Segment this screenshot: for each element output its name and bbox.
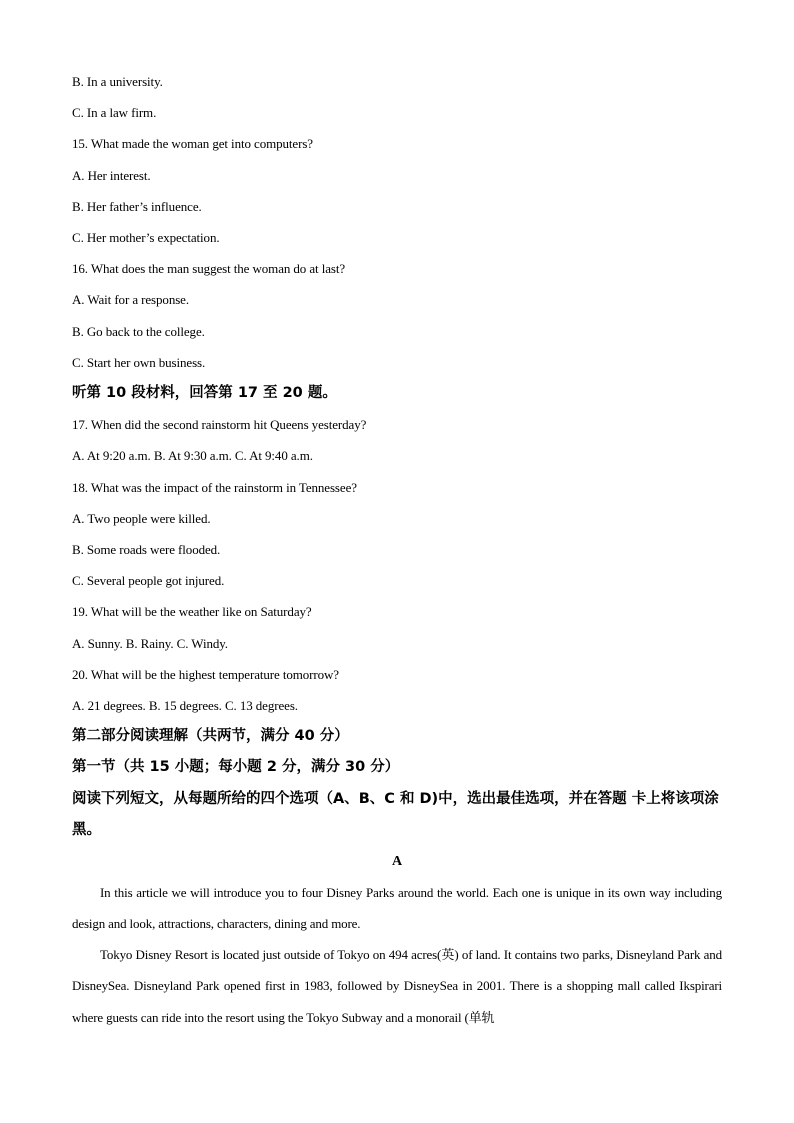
question-18: 18. What was the impact of the rainstorm in Tennessee?: [72, 479, 357, 495]
question-19: 19. What will be the weather like on Saturday?: [72, 604, 312, 620]
passage-label: A: [391, 853, 403, 869]
question-16: 16. What does the man suggest the woman do at last?: [72, 261, 346, 277]
question-17: 17. When did the second rainstorm hit Queens yesterday?: [72, 417, 367, 433]
listening-part10-heading: 听第 10 段材料，回答第 17 至 20 题。: [72, 385, 337, 402]
passage-paragraph: In this article we will introduce you to four Disney Parks around the world. Each one is unique in its own way including design and look, attractions, characters, dining and more.: [72, 884, 722, 932]
passage-paragraph: Tokyo Disney Resort is located just outside of Tokyo on 494 acres(英) of land. It contains two parks, Disneyland Park and DisneySea. Disneyland Park opened first in 1983, followed by DisneySea in 2001. There is a shopping mall called Ikspirari where guests can ride into the resort using the Tokyo Subway and a monorail (单轨: [72, 947, 722, 1025]
reading-instructions: 阅读下列短文，从每题所给的四个选项（A、B、C 和 D)中，选出最佳选项，并在答题 卡上将该项涂黑。: [72, 790, 719, 838]
option-15c: C. Her mother’s expectation.: [72, 230, 220, 246]
option-16b: B. Go back to the college.: [72, 323, 205, 339]
question-15: 15. What made the woman get into computers?: [72, 136, 313, 152]
question-20: 20. What will be the highest temperature tomorrow?: [72, 666, 339, 682]
option-18b: B. Some roads were flooded.: [72, 542, 221, 558]
option-15a: A. Her interest.: [72, 167, 151, 183]
option-16c: C. Start her own business.: [72, 354, 206, 370]
options-19: A. Sunny. B. Rainy. C. Windy.: [72, 635, 228, 651]
option-14b: B. In a university.: [72, 74, 163, 89]
option-14c: C. In a law firm.: [72, 105, 157, 121]
option-16a: A. Wait for a response.: [72, 292, 189, 308]
option-18a: A. Two people were killed.: [72, 510, 211, 526]
options-20: A. 21 degrees. B. 15 degrees. C. 13 degrees.: [72, 698, 298, 714]
reading-subsection-heading: 第一节（共 15 小题；每小题 2 分，满分 30 分）: [72, 759, 400, 776]
options-17: A. At 9:20 a.m. B. At 9:30 a.m. C. At 9:40 a.m.: [72, 448, 313, 464]
option-15b: B. Her father’s influence.: [72, 198, 202, 214]
document-page: [72, 66, 722, 1033]
option-18c: C. Several people got injured.: [72, 573, 225, 589]
reading-section-heading: 第二部分阅读理解（共两节，满分 40 分）: [72, 728, 349, 745]
